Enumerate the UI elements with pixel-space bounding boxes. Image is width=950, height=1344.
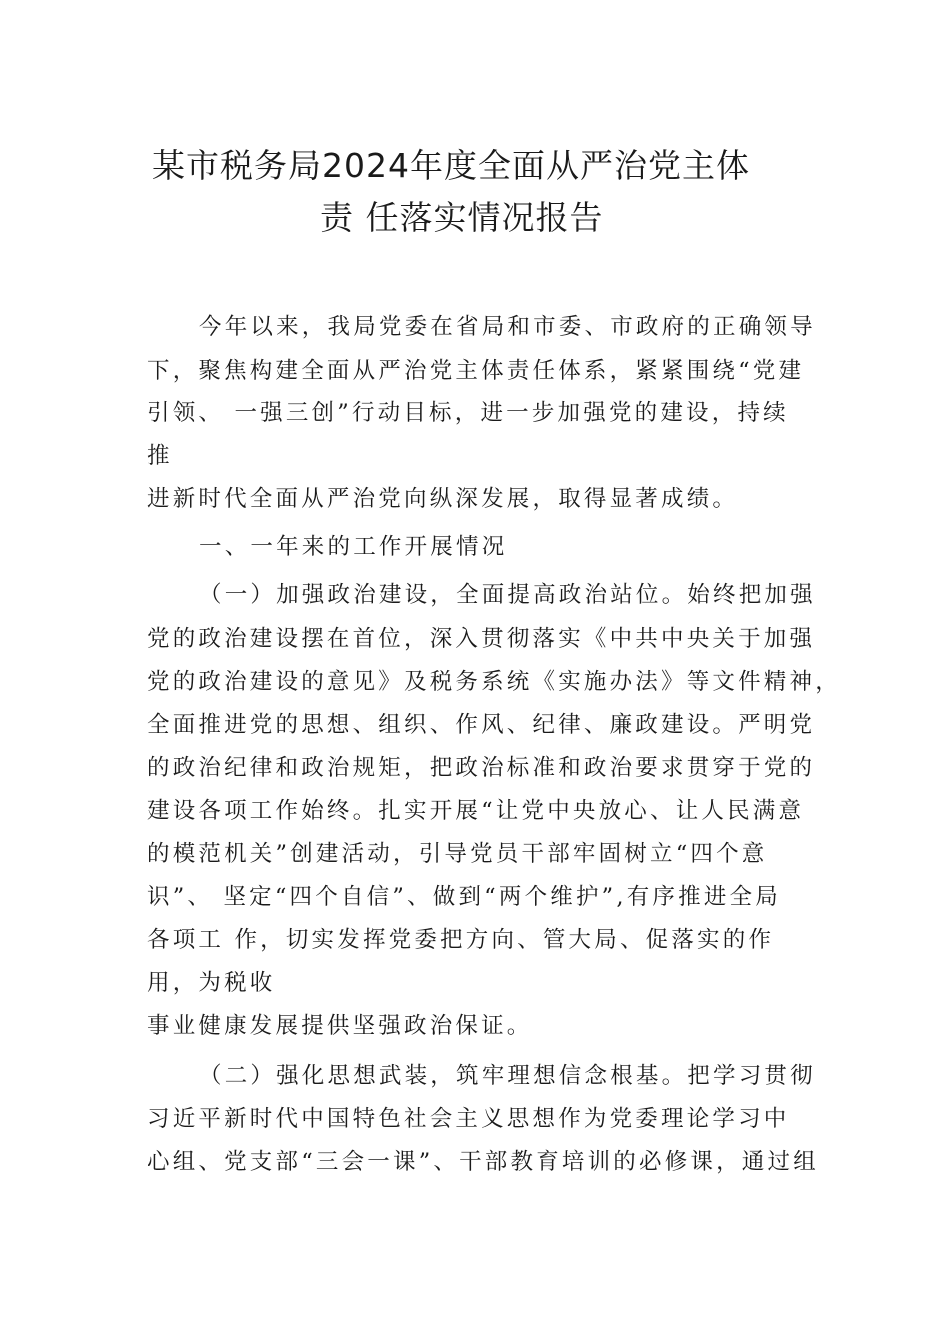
- section-heading: 一、一年来的工作开展情况: [199, 534, 508, 560]
- body-line: 识”、 坚定“四个自信”、做到“两个维护”,有序推进全局: [147, 884, 781, 910]
- body-line: 习近平新时代中国特色社会主义思想作为党委理论学习中: [147, 1106, 790, 1132]
- body-line: 事业健康发展提供坚强政治保证。: [147, 1013, 533, 1039]
- document-title-line-2: 责 任落实情况报告: [320, 198, 604, 237]
- body-line: 党的政治建设摆在首位，深入贯彻落实《中共中央关于加强: [147, 626, 816, 652]
- body-line: 各项工 作，切实发挥党委把方向、管大局、促落实的作: [147, 927, 775, 953]
- subsection-heading: （一）加强政治建设，全面提高政治站位。始终把加强: [199, 582, 816, 608]
- subsection-heading: （二）强化思想武装，筑牢理想信念根基。把学习贯彻: [199, 1063, 816, 1089]
- body-line: 今年以来，我局党委在省局和市委、市政府的正确领导: [199, 314, 816, 340]
- body-line: 建设各项工作始终。扎实开展“让党中央放心、让人民满意: [147, 798, 805, 824]
- body-line: 全面推进党的思想、组织、作风、纪律、廉政建设。严明党: [147, 712, 816, 738]
- body-line: 的政治纪律和政治规矩，把政治标准和政治要求贯穿于党的: [147, 755, 816, 781]
- body-line: 下，聚焦构建全面从严治党主体责任体系，紧紧围绕“党建: [147, 358, 805, 384]
- body-line: 党的政治建设的意见》及税务系统《实施办法》等文件精神，: [147, 669, 841, 695]
- body-line: 进新时代全面从严治党向纵深发展，取得显著成绩。: [147, 486, 739, 512]
- body-line: 推: [147, 443, 173, 469]
- body-line: 用，为税收: [147, 970, 276, 996]
- document-title-line-1: 某市税务局2024年度全面从严治党主体: [152, 146, 750, 185]
- body-line: 引领、 一强三创”行动目标，进一步加强党的建设，持续: [147, 400, 789, 426]
- body-line: 的模范机关”创建活动，引导党员干部牢固树立“四个意: [147, 841, 768, 867]
- body-line: 心组、党支部“三会一课”、干部教育培训的必修课，通过组: [147, 1149, 819, 1175]
